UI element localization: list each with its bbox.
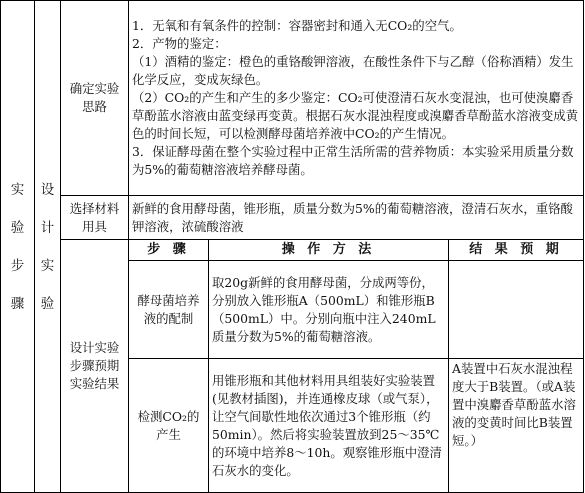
approach-content — [129, 1, 584, 196]
approach-line: 2．产物的鉴定： — [132, 36, 227, 51]
section-label-design-experiment: 设 计 实 验 — [35, 1, 61, 493]
row-label-design-steps: 设计实验步骤预期实验结果 — [61, 240, 129, 493]
section-label-experiment-steps: 实 验 步 骤 — [1, 1, 35, 493]
step-result: A装置中石灰水混浊程度大于B装置。（或A装置中溴麝香草酚蓝水溶液的变黄时间比B装置短。） — [449, 359, 584, 493]
step-result — [449, 261, 584, 359]
header-method: 操 作 方 法 — [209, 240, 449, 261]
step-method: 用锥形瓶和其他材料用具组装好实验装置(见教材插图)，并连通橡皮球（或气泵），让空气间歇性地依次通过3个锥形瓶（约50min）。然后将实验装置放到25～35℃的环境中培养8～10h。观察锥形瓶中澄清石灰水的变化。 — [209, 359, 449, 493]
step-name: 酵母菌培养液的配制 — [129, 261, 209, 359]
header-expected-result: 结 果 预 期 — [449, 240, 584, 261]
approach-line: （2）CO₂的产生和产生的多少鉴定：CO₂可使澄清石灰水变混浊，也可使溴麝香草酚蓝水溶液由蓝变绿再变黄。根据石灰水混浊程度或溴麝香草酚蓝水溶液变成黄色的时间长短，可以检测酵母菌培养液中CO₂的产生情况。 — [132, 90, 579, 141]
row-label-materials: 选择材料用具 — [61, 196, 129, 240]
materials-content: 新鲜的食用酵母菌，锥形瓶，质量分数为5%的葡萄糖溶液，澄清石灰水，重铬酸钾溶液，浓硫酸溶液 — [129, 196, 584, 240]
approach-line: 1．无氧和有氧条件的控制：容器密封和通入无CO₂的空气。 — [132, 18, 462, 33]
step-name: 检测CO₂的产生 — [129, 359, 209, 493]
approach-line: 3．保证酵母菌在整个实验过程中正常生活所需的营养物质：本实验采用质量分数为5%的葡萄糖溶液培养酵母菌。 — [132, 144, 574, 177]
approach-line: （1）酒精的鉴定：橙色的重铬酸钾溶液，在酸性条件下与乙醇（俗称酒精）发生化学反应，变成灰绿色。 — [132, 54, 574, 87]
step-method: 取20g新鲜的食用酵母菌，分成两等份，分别放入锥形瓶A（500mL）和锥形瓶B（500mL）中。分别向瓶中注入240mL质量分数为5%的葡萄糖溶液。 — [209, 261, 449, 359]
header-steps: 步 骤 — [129, 240, 209, 261]
row-label-approach: 确定实验思路 — [61, 1, 129, 196]
